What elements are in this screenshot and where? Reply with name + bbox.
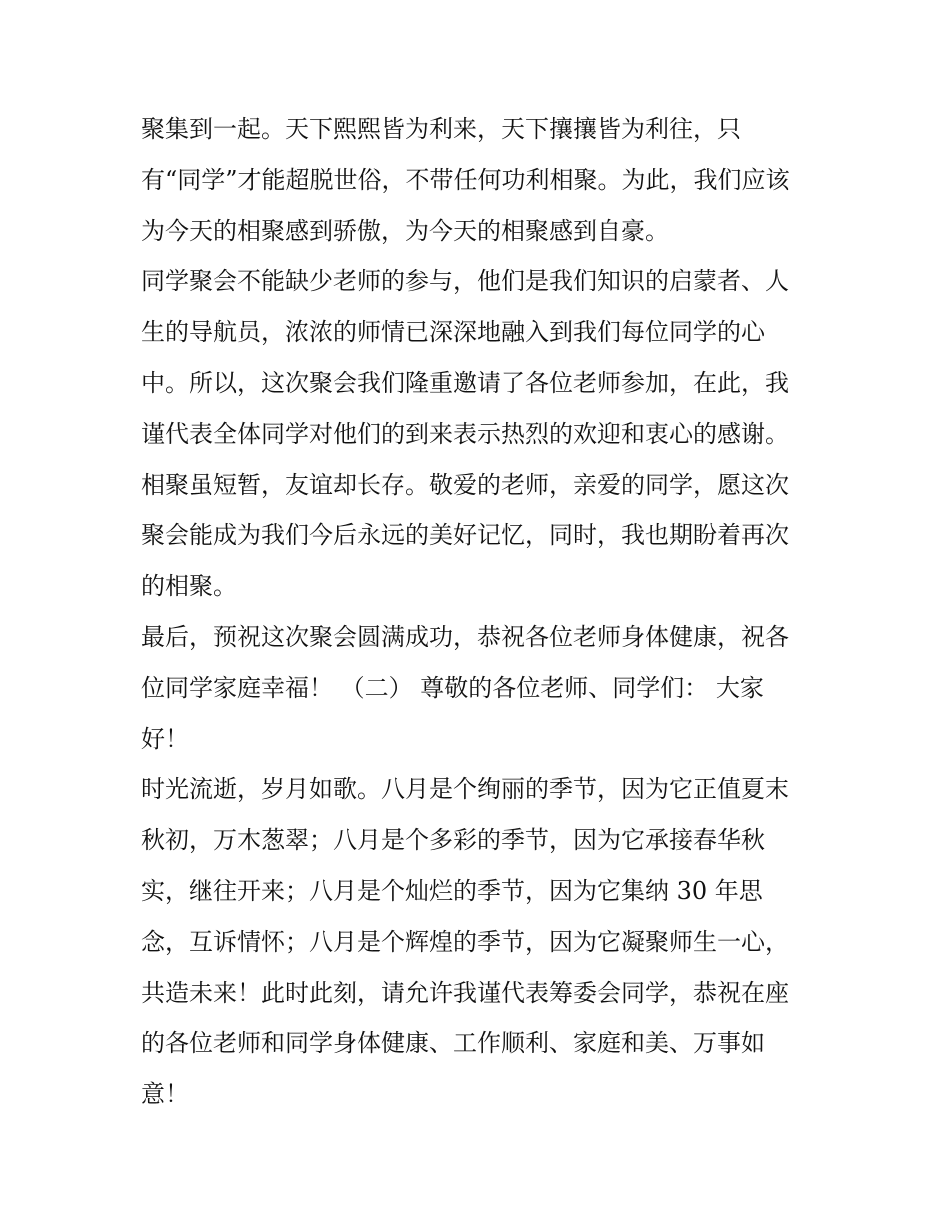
text-line: 共造未来！此时此刻，请允许我谨代表筹委会同学，恭祝在座: [141, 978, 789, 1007]
text-line: 好！: [141, 724, 189, 753]
text-line: 意！: [141, 1080, 189, 1109]
text-line: 同学聚会不能缺少老师的参与，他们是我们知识的启蒙者、人: [141, 267, 789, 296]
text-line: 的相聚。: [141, 572, 237, 601]
text-line: 谨代表全体同学对他们的到来表示热烈的欢迎和衷心的感谢。: [141, 419, 789, 448]
text-line: 实，继往开来；八月是个灿烂的季节，因为它集纳 30 年思: [141, 876, 763, 905]
text-line: 相聚虽短暂，友谊却长存。敬爱的老师，亲爱的同学，愿这次: [141, 470, 789, 499]
text-line: 秋初，万木葱翠；八月是个多彩的季节，因为它承接春华秋: [141, 826, 765, 855]
text-line: 聚会能成为我们今后永远的美好记忆，同时，我也期盼着再次: [141, 521, 789, 550]
text-line: 为今天的相聚感到骄傲，为今天的相聚感到自豪。: [141, 216, 669, 245]
text-line: 时光流逝，岁月如歌。八月是个绚丽的季节，因为它正值夏末: [141, 775, 789, 804]
text-line: 位同学家庭幸福！ （二） 尊敬的各位老师、同学们： 大家: [141, 673, 764, 702]
body-text: [141, 104, 821, 1120]
text-line: 的各位老师和同学身体健康、工作顺利、家庭和美、万事如: [141, 1029, 765, 1058]
text-line: 有“同学”才能超脱世俗，不带任何功利相聚。为此，我们应该: [141, 165, 790, 194]
text-line: 念，互诉情怀；八月是个辉煌的季节，因为它凝聚师生一心，: [141, 927, 789, 956]
text-line: 生的导航员，浓浓的师情已深深地融入到我们每位同学的心: [141, 318, 765, 347]
text-line: 中。所以，这次聚会我们隆重邀请了各位老师参加，在此，我: [141, 368, 789, 397]
text-line: 最后，预祝这次聚会圆满成功，恭祝各位老师身体健康，祝各: [141, 622, 789, 651]
text-line: 聚集到一起。天下熙熙皆为利来，天下攘攘皆为利往，只: [141, 115, 741, 143]
